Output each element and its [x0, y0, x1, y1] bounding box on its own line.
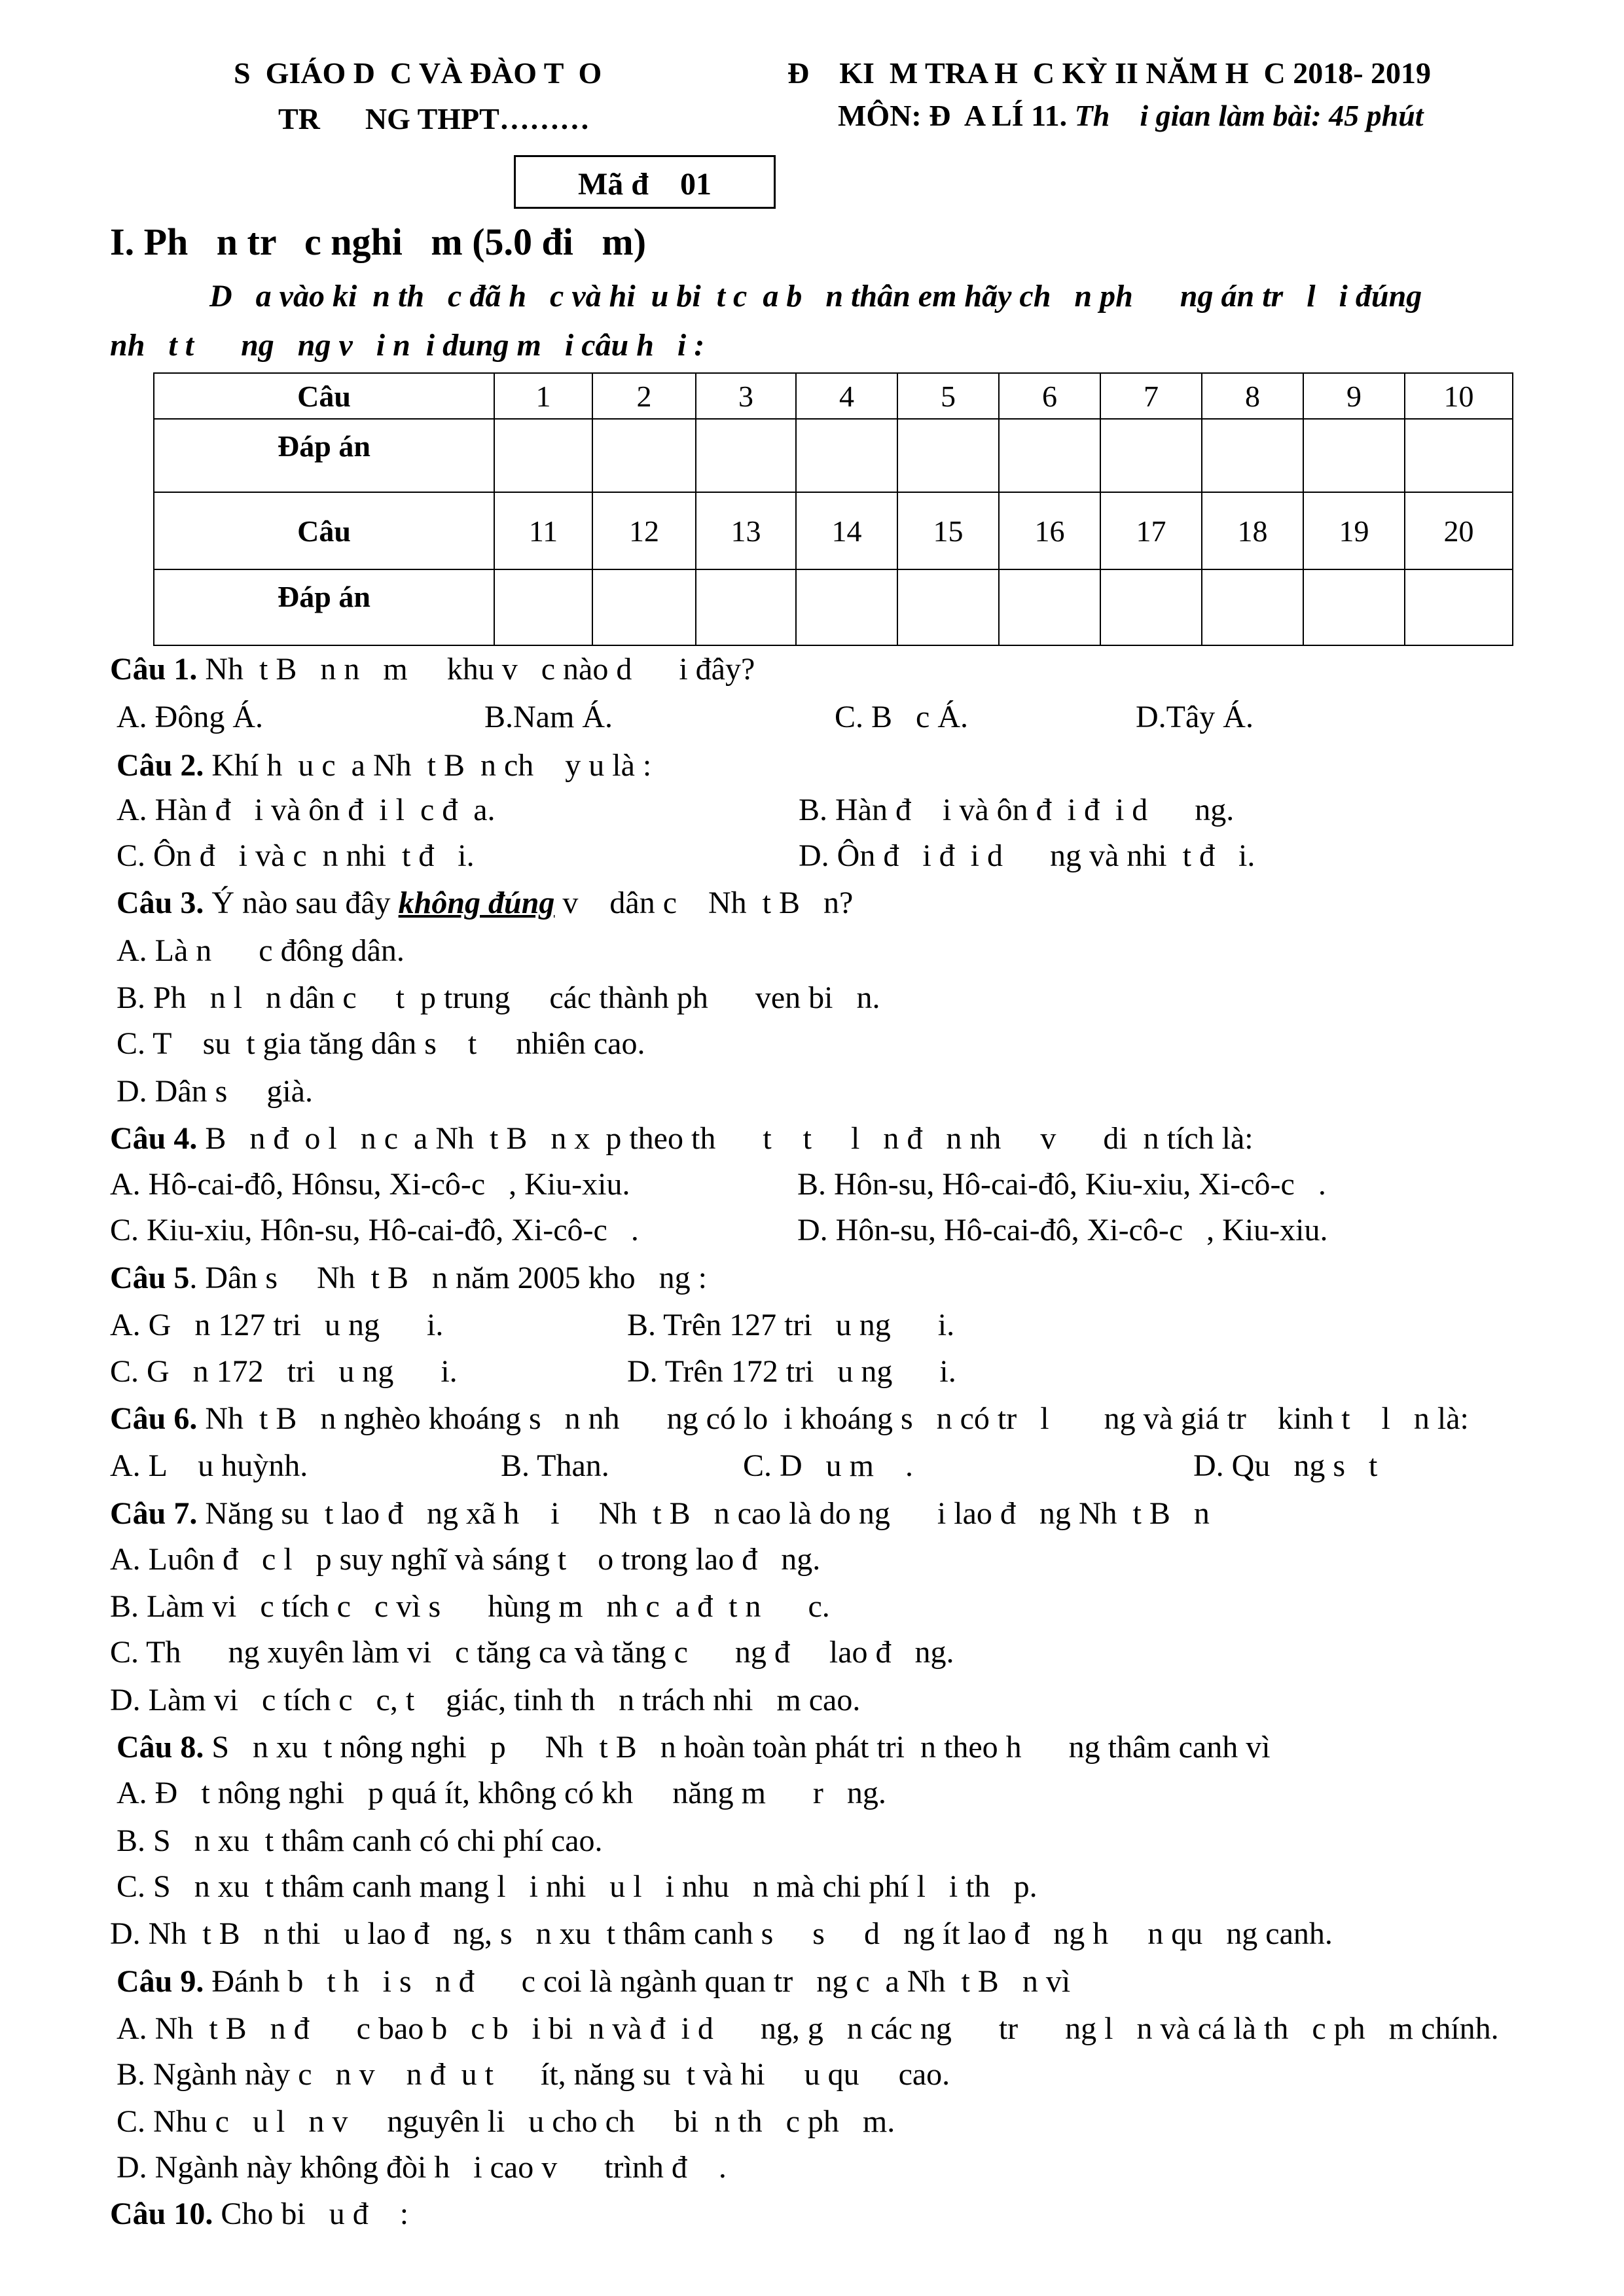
- question-1-option-d: D.Tây Á.: [1136, 700, 1254, 734]
- table-cell: 5: [897, 373, 999, 419]
- emphasis-not-correct: không đúng: [398, 886, 555, 920]
- table-cell: 16: [999, 492, 1100, 569]
- question-7-stem: Câu 7. Năng su t lao đ ng xã h i Nh t B n cao là do ng i lao đ ng Nh t B n: [110, 1496, 1210, 1531]
- question-6-stem: Câu 6. Nh t B n nghèo khoáng s n nh ng có lo i khoáng s n có tr l ng và giá tr kinh t l n là:: [110, 1401, 1469, 1436]
- table-cell: 9: [1303, 373, 1405, 419]
- question-1-stem: Câu 1. Nh t B n n m khu v c nào d i đây?: [110, 652, 755, 687]
- exam-title: Đ KI M TRA H C KỲ II NĂM H C 2018- 2019: [787, 56, 1432, 90]
- subject-name: MÔN: Đ A LÍ 11.: [838, 99, 1068, 132]
- question-3-option-c: C. T su t gia tăng dân s t nhiên cao.: [117, 1026, 645, 1061]
- answer-cell-19[interactable]: [1303, 569, 1405, 645]
- table-cell: 4: [796, 373, 897, 419]
- exam-duration: Th i gian làm bài: 45 phút: [1074, 99, 1424, 132]
- question-1-option-c: C. B c Á.: [835, 700, 968, 734]
- question-9-option-d: D. Ngành này không đòi h i cao v trình đ .: [117, 2150, 727, 2185]
- question-1-option-b: B.Nam Á.: [484, 700, 613, 734]
- question-3-option-d: D. Dân s già.: [117, 1074, 313, 1109]
- question-6-option-c: C. D u m .: [743, 1448, 914, 1483]
- question-10-stem: Câu 10. Cho bi u đ :: [110, 2197, 409, 2231]
- question-9-option-b: B. Ngành này c n v n đ u t ít, năng su t và hi u qu cao.: [117, 2057, 950, 2092]
- table-cell: 10: [1405, 373, 1513, 419]
- table-header-question: Câu: [154, 492, 494, 569]
- question-4-option-b: B. Hôn-su, Hô-cai-đô, Kiu-xiu, Xi-cô-c .: [797, 1167, 1326, 1202]
- table-header-question: Câu: [154, 373, 494, 419]
- question-8-stem: Câu 8. S n xu t nông nghi p Nh t B n hoàn toàn phát tri n theo h ng thâm canh vì: [117, 1730, 1271, 1765]
- table-row: [154, 419, 1513, 492]
- table-cell: 11: [494, 492, 592, 569]
- answer-cell-1[interactable]: [494, 419, 592, 492]
- table-cell: 3: [696, 373, 796, 419]
- question-4-option-d: D. Hôn-su, Hô-cai-đô, Xi-cô-c , Kiu-xiu.: [797, 1213, 1328, 1247]
- question-4-option-a: A. Hô-cai-đô, Hônsu, Xi-cô-c , Kiu-xiu.: [110, 1167, 630, 1202]
- table-row: [154, 492, 1513, 569]
- question-2-option-d: D. Ôn đ i đ i d ng và nhi t đ i.: [799, 838, 1255, 873]
- answer-cell-17[interactable]: [1100, 569, 1202, 645]
- table-cell: 7: [1100, 373, 1202, 419]
- answer-cell-12[interactable]: [592, 569, 696, 645]
- question-7-option-d: D. Làm vi c tích c c, t giác, tinh th n trách nhi m cao.: [110, 1683, 861, 1717]
- instructions-line-2: nh t t ng ng v i n i dung m i câu h i :: [110, 328, 705, 363]
- exam-code-box: [514, 155, 776, 209]
- department-name: S GIÁO D C VÀ ĐÀO T O: [234, 56, 602, 90]
- question-6-option-d: D. Qu ng s t: [1193, 1448, 1378, 1483]
- question-4-option-c: C. Kiu-xiu, Hôn-su, Hô-cai-đô, Xi-cô-c .: [110, 1213, 639, 1247]
- question-5-option-a: A. G n 127 tri u ng i.: [110, 1308, 444, 1342]
- table-cell: 15: [897, 492, 999, 569]
- answer-cell-13[interactable]: [696, 569, 796, 645]
- school-name: TR NG THPT………: [278, 102, 590, 135]
- table-cell: 2: [592, 373, 696, 419]
- table-cell: 8: [1202, 373, 1303, 419]
- answer-cell-18[interactable]: [1202, 569, 1303, 645]
- question-7-option-b: B. Làm vi c tích c c vì s hùng m nh c a đ t n c.: [110, 1589, 830, 1624]
- question-2-stem: Câu 2. Khí h u c a Nh t B n ch y u là :: [117, 748, 652, 783]
- answer-cell-11[interactable]: [494, 569, 592, 645]
- question-8-option-c: C. S n xu t thâm canh mang l i nhi u l i nhu n mà chi phí l i th p.: [117, 1869, 1038, 1904]
- question-6-option-a: A. L u huỳnh.: [110, 1448, 308, 1483]
- answer-cell-10[interactable]: [1405, 419, 1513, 492]
- question-8-option-a: A. Đ t nông nghi p quá ít, không có kh năng m r ng.: [117, 1776, 886, 1810]
- question-7-option-c: C. Th ng xuyên làm vi c tăng ca và tăng c ng đ lao đ ng.: [110, 1635, 954, 1670]
- table-cell: 13: [696, 492, 796, 569]
- answer-cell-6[interactable]: [999, 419, 1100, 492]
- question-7-option-a: A. Luôn đ c l p suy nghĩ và sáng t o trong lao đ ng.: [110, 1542, 821, 1577]
- table-cell: 20: [1405, 492, 1513, 569]
- answer-cell-3[interactable]: [696, 419, 796, 492]
- section-title: I. Ph n tr c nghi m (5.0 đi m): [110, 221, 647, 263]
- answer-cell-20[interactable]: [1405, 569, 1513, 645]
- table-cell: 18: [1202, 492, 1303, 569]
- question-3-stem: Câu 3. Ý nào sau đây không đúng v dân c Nh t B n?: [117, 886, 854, 920]
- question-9-option-a: A. Nh t B n đ c bao b c b i bi n và đ i d ng, g n các ng tr ng l n và cá là th c ph m chính.: [117, 2011, 1499, 2046]
- question-5-stem: Câu 5. Dân s Nh t B n năm 2005 kho ng :: [110, 1261, 707, 1295]
- answer-cell-14[interactable]: [796, 569, 897, 645]
- answer-cell-2[interactable]: [592, 419, 696, 492]
- question-5-option-c: C. G n 172 tri u ng i.: [110, 1354, 458, 1389]
- question-9-stem: Câu 9. Đánh b t h i s n đ c coi là ngành quan tr ng c a Nh t B n vì: [117, 1964, 1071, 1999]
- question-5-option-d: D. Trên 172 tri u ng i.: [627, 1354, 956, 1389]
- answer-cell-4[interactable]: [796, 419, 897, 492]
- table-cell: 1: [494, 373, 592, 419]
- question-6-option-b: B. Than.: [501, 1448, 609, 1483]
- table-header-answer: Đáp án: [154, 569, 494, 645]
- question-1-option-a: A. Đông Á.: [117, 700, 263, 734]
- question-8-option-b: B. S n xu t thâm canh có chi phí cao.: [117, 1823, 603, 1858]
- answer-cell-7[interactable]: [1100, 419, 1202, 492]
- question-2-option-b: B. Hàn đ i và ôn đ i đ i d ng.: [799, 793, 1235, 827]
- question-5-option-b: B. Trên 127 tri u ng i.: [627, 1308, 955, 1342]
- question-3-option-b: B. Ph n l n dân c t p trung các thành ph ven bi n.: [117, 980, 880, 1015]
- question-2-option-a: A. Hàn đ i và ôn đ i l c đ a.: [117, 793, 496, 827]
- question-2-option-c: C. Ôn đ i và c n nhi t đ i.: [117, 838, 475, 873]
- table-cell: 17: [1100, 492, 1202, 569]
- answer-cell-8[interactable]: [1202, 419, 1303, 492]
- question-9-option-c: C. Nhu c u l n v nguyên li u cho ch bi n th c ph m.: [117, 2104, 895, 2139]
- table-cell: 14: [796, 492, 897, 569]
- answer-cell-9[interactable]: [1303, 419, 1405, 492]
- subject-line: [838, 98, 1424, 133]
- answer-cell-5[interactable]: [897, 419, 999, 492]
- table-cell: 19: [1303, 492, 1405, 569]
- table-row: [154, 569, 1513, 645]
- table-cell: 6: [999, 373, 1100, 419]
- table-cell: 12: [592, 492, 696, 569]
- question-4-stem: Câu 4. B n đ o l n c a Nh t B n x p theo th t t l n đ n nh v di n tích là:: [110, 1121, 1254, 1156]
- table-row: [154, 373, 1513, 419]
- question-8-option-d: D. Nh t B n thi u lao đ ng, s n xu t thâm canh s s d ng ít lao đ ng h n qu ng canh.: [110, 1916, 1333, 1951]
- question-3-option-a: A. Là n c đông dân.: [117, 933, 405, 968]
- answer-cell-16[interactable]: [999, 569, 1100, 645]
- answer-table: [153, 372, 1513, 646]
- exam-code: Mã đ 01: [578, 167, 712, 202]
- table-header-answer: Đáp án: [154, 419, 494, 492]
- instructions-line-1: D a vào ki n th c đã h c và hi u bi t c a b n thân em hãy ch n ph ng án tr l i đúng: [209, 279, 1422, 314]
- answer-cell-15[interactable]: [897, 569, 999, 645]
